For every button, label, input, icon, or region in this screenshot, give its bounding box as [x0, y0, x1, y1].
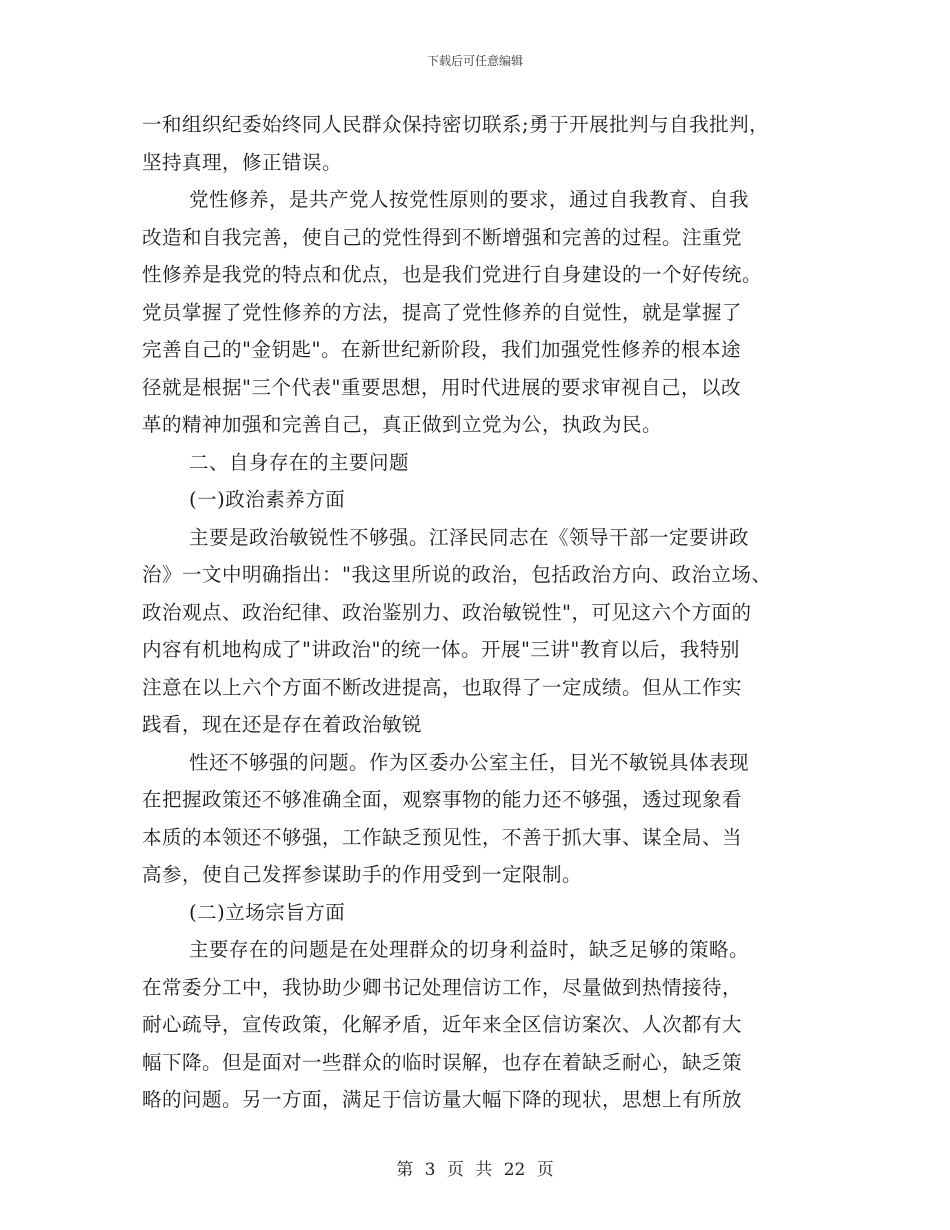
- text-line: 性修养是我党的特点和优点，也是我们党进行自身建设的一个好传统。: [142, 263, 763, 286]
- text-line: 内容有机地构成了"讲政治"的统一体。开展"三讲"教育以后，我特别: [142, 638, 740, 661]
- text-line: 党员掌握了党性修养的方法，提高了党性修养的自觉性，就是掌握了: [142, 300, 743, 324]
- text-line: 践看，现在还是存在着政治敏锐: [142, 713, 423, 736]
- text-line: 在把握政策还不够准确全面，观察事物的能力还不够强，透过现象看: [142, 788, 743, 811]
- section-heading: 二、自身存在的主要问题: [189, 450, 410, 474]
- text-line: 党性修养，是共产党人按党性原则的要求，通过自我教育、自我: [189, 188, 750, 211]
- text-line: 一和组织纪委始终同人民群众保持密切联系;勇于开展批判与自我批判，: [142, 113, 770, 136]
- text-line: 本质的本领还不够强，工作缺乏预见性，不善于抓大事、谋全局、当: [142, 825, 743, 849]
- text-line: 在常委分工中，我协助少卿书记处理信访工作，尽量做到热情接待，: [142, 975, 743, 999]
- text-line: 政治观点、政治纪律、政治鉴别力、政治敏锐性"，可见这六个方面的: [142, 600, 752, 624]
- subsection-heading: (一)政治素养方面: [189, 488, 346, 511]
- text-line: 略的问题。另一方面，满足于信访量大幅下降的现状，思想上有所放: [142, 1088, 743, 1111]
- text-line: 主要是政治敏锐性不够强。江泽民同志在《领导干部一定要讲政: [189, 525, 750, 549]
- text-line: 耐心疏导，宣传政策，化解矛盾，近年来全区信访案次、人次都有大: [142, 1013, 743, 1036]
- text-line: 主要存在的问题是在处理群众的切身利益时，缺乏足够的策略。: [189, 938, 750, 961]
- subsection-heading: (二)立场宗旨方面: [189, 900, 346, 924]
- text-line: 革的精神加强和完善自己，真正做到立党为公，执政为民。: [142, 413, 663, 436]
- text-line: 性还不够强的问题。作为区委办公室主任，目光不敏锐具体表现: [189, 750, 750, 774]
- text-line: 完善自己的"金钥匙"。在新世纪新阶段，我们加强党性修养的根本途: [142, 338, 741, 361]
- text-line: 治》一文中明确指出："我这里所说的政治，包括政治方向、政治立场、: [142, 563, 772, 586]
- text-line: 高参，使自己发挥参谋助手的作用受到一定限制。: [142, 863, 583, 886]
- document-body: [142, 106, 822, 1119]
- text-line: 改造和自我完善，使自己的党性得到不断增强和完善的过程。注重党: [142, 225, 743, 249]
- page-number-footer: 第 3 页 共 22 页: [396, 1160, 554, 1180]
- text-line: 径就是根据"三个代表"重要思想，用时代进展的要求审视自己，以改: [142, 375, 741, 399]
- text-line: 幅下降。但是面对一些群众的临时误解，也存在着缺乏耐心，缺乏策: [142, 1050, 743, 1074]
- text-line: 注意在以上六个方面不断改进提高，也取得了一定成绩。但从工作实: [142, 675, 743, 699]
- text-line: 坚持真理，修正错误。: [142, 150, 343, 174]
- page-header: 下载后可任意编辑: [426, 54, 523, 68]
